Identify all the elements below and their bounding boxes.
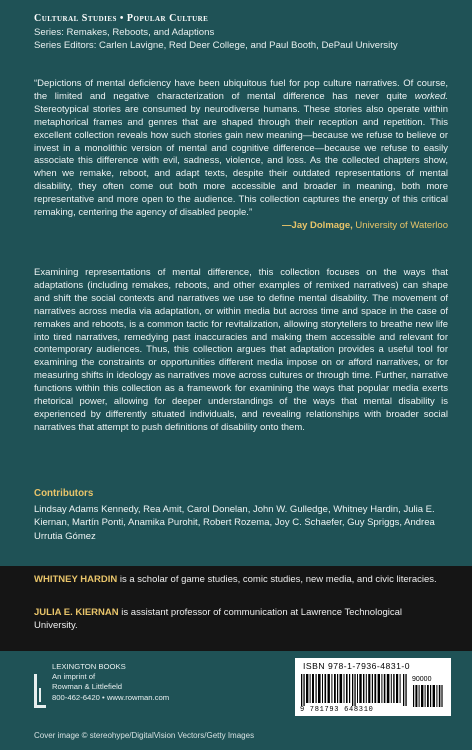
attribution-name: —Jay Dolmage, (282, 219, 353, 231)
barcode-box (295, 658, 451, 716)
barcode-icon (301, 674, 409, 706)
publisher-parent: Rowman & Littlefield (52, 682, 123, 692)
book-description: Examining representations of mental difference, this collection focuses on the ways that adaptations (including remakes, reboots, and other examples of remixed narratives) can shape and shift the social contexts and narratives we use to define mental disability. The movement of narratives across media via adaptation, or within media but across time and space in the case of remakes and reboots, is a common tactic for revitalization, allowing storytellers to breathe new life into tired narratives, remedying past inaccuracies and making them accessible and relevant for contemporary audiences. Thus, this collection argues that adaptation provides a useful tool for examining the constraints or opportunities different media impose on or afford narratives, or for measuring shifts in ideology as narratives move across cultures or through time. Further, narrative functions within this collection as a framework for examining the ways that popular media exerts rhetorical power, allowing for deeper understandings of the ways that mental disability is experienced by differently situated individuals, and revealing relationships with broader social narratives that attempt to push definitions of disability onto them. (34, 267, 448, 433)
series-editors: Series Editors: Carlen Lavigne, Red Deer College, and Paul Booth, DePaul University (34, 40, 398, 51)
quote-text-2: Stereotypical stories are consumed by neurodiverse humans. These stories also operate within metaphorical frames and genres that are shaped through their reception and repetition. This excellent collection reveals how such stories gain new meaning—because we refuse to believe or invest in a monolithic version of mental and cognitive difference—because we refuse to easily associate this difference with evil, sadness, violence, and loss. As the collected chapters show, when we remake, reboot, and adapt texts, despite their outdated representations of mental disability, they often come out both more accessible and broader in meaning, both more representative and more open to the audience. This collection captures the energy of this critical remaking, centering the agency of disabled people.” (34, 103, 448, 219)
cover-image-credit: Cover image © stereohype/DigitalVision Vectors/Getty Images (34, 731, 255, 740)
publisher-info (52, 662, 202, 703)
publisher-logo-icon (34, 674, 46, 708)
contributors-heading: Contributors (34, 488, 94, 499)
endorsement-quote (34, 78, 448, 233)
publisher-imprint: An imprint of (52, 672, 96, 682)
quote-emphasis: worked. (414, 90, 448, 102)
category-label: Cultural Studies • Popular Culture (34, 13, 209, 24)
bio-kiernan-name: JULIA E. KIERNAN (34, 607, 119, 618)
bio-kiernan (34, 606, 448, 632)
attribution-institution: University of Waterloo (352, 219, 448, 231)
bio-hardin (34, 573, 448, 586)
barcode-digits: 9 781793 648310 (300, 706, 374, 714)
bio-hardin-text: is a scholar of game studies, comic studies, new media, and civic literacies. (117, 574, 437, 585)
bio-hardin-name: WHITNEY HARDIN (34, 574, 118, 585)
isbn-label: ISBN 978-1-7936-4831-0 (303, 661, 411, 671)
bio-kiernan-text: is assistant professor of communication at Lawrence Technological University. (34, 607, 403, 631)
publisher-name: LEXINGTON BOOKS (52, 662, 126, 671)
series-header (34, 13, 454, 52)
series-title: Series: Remakes, Reboots, and Adaptions (34, 27, 215, 38)
quote-attribution (34, 220, 448, 233)
addon-barcode-icon (413, 685, 443, 707)
contributors-list: Lindsay Adams Kennedy, Rea Amit, Carol Donelan, John W. Gulledge, Whitney Hardin, Julia E. Kiernan, Martín Ponti, Anamika Purohit, Robert Rozema, Joy C. Schaefer, Guy Spriggs, Andrea Urrutia Gómez (34, 504, 435, 542)
publisher-contact: 800-462-6420 • www.rowman.com (52, 692, 170, 702)
price-code: 90000 (412, 676, 432, 683)
quote-text-1: “Depictions of mental deficiency have been ubiquitous fuel for pop culture narratives. Of course, the limited and negative characterization of mental difference has never quite (34, 78, 448, 102)
